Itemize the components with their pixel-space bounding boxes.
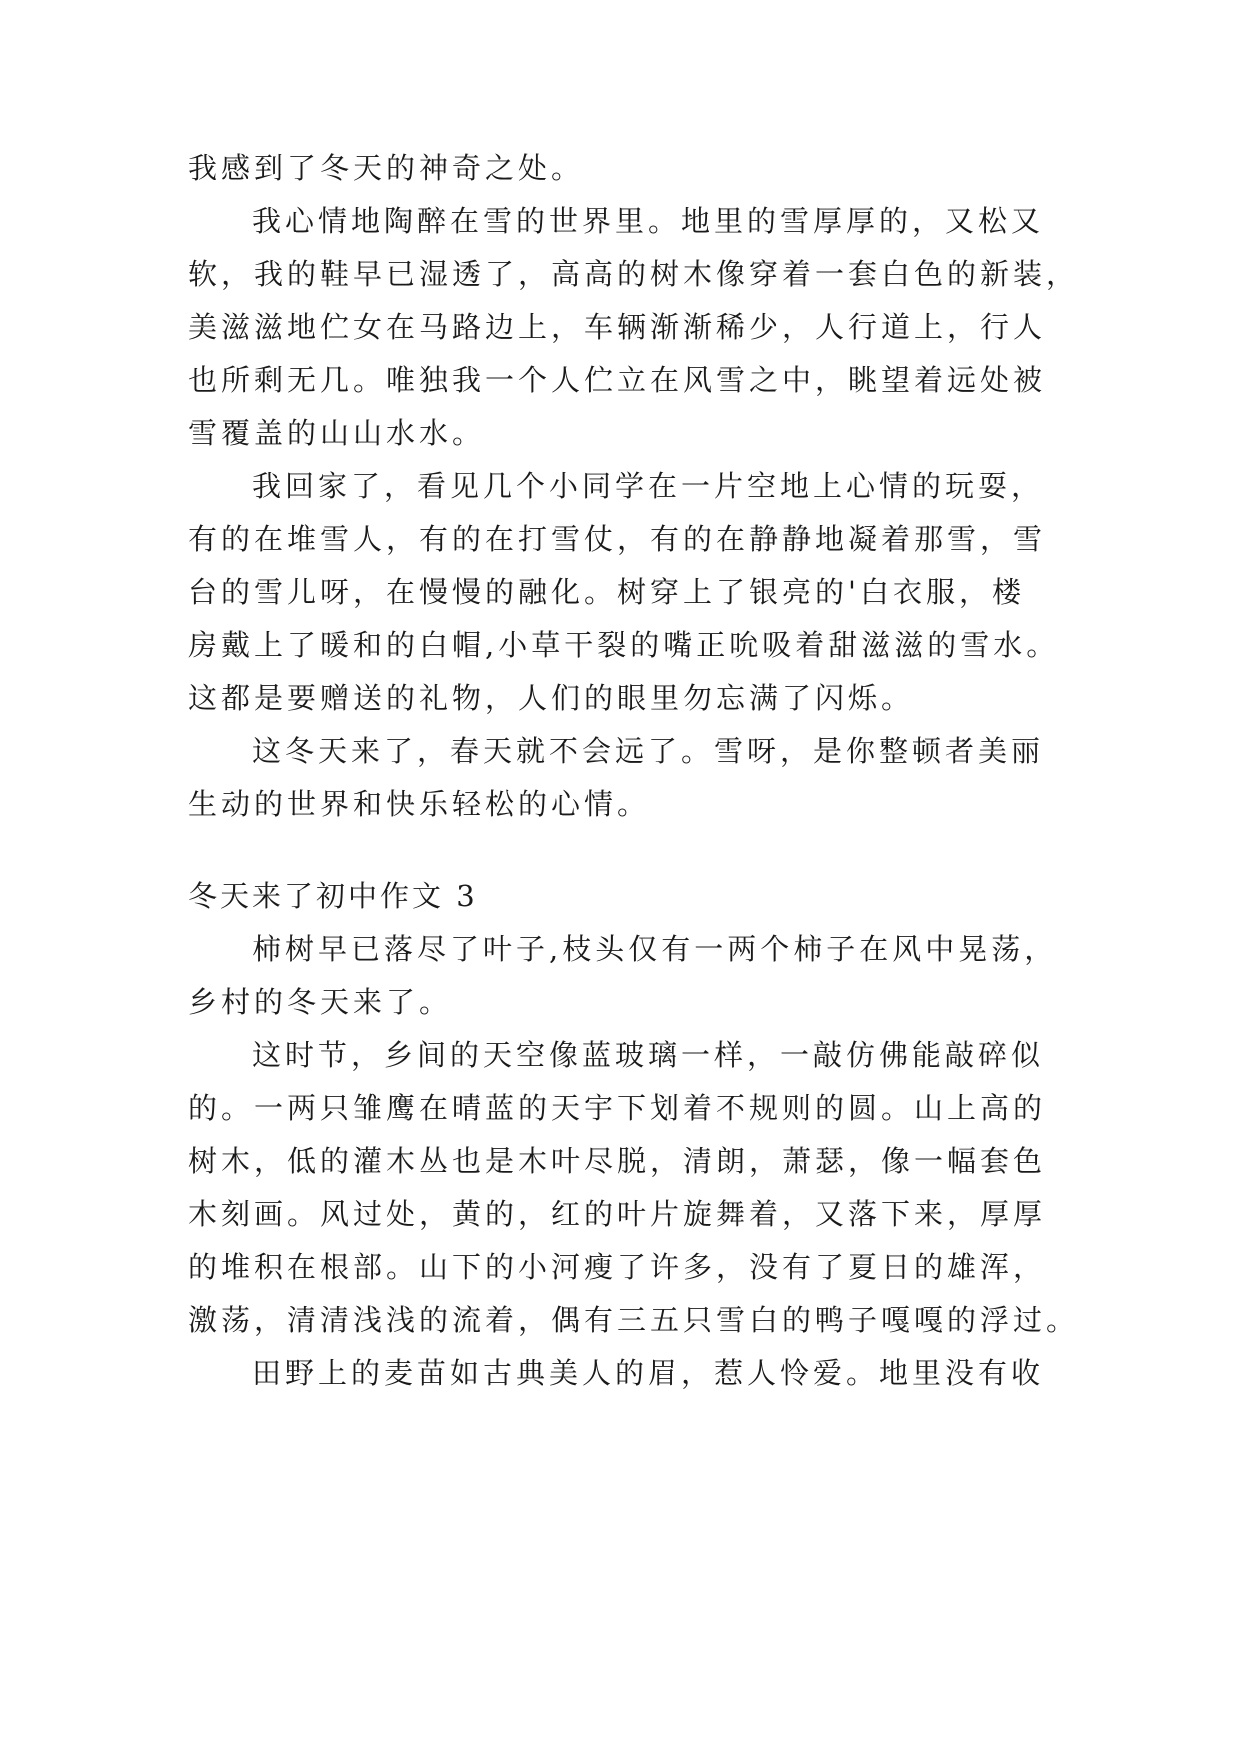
paragraph-line: 这都是要赠送的礼物，人们的眼里勿忘满了闪烁。 bbox=[188, 681, 915, 715]
paragraph-line: 的堆积在根部。山下的小河瘦了许多，没有了夏日的雄浑， bbox=[188, 1250, 1047, 1284]
paragraph-line: 乡村的冬天来了。 bbox=[188, 985, 453, 1019]
paragraph-line: 生动的世界和快乐轻松的心情。 bbox=[188, 787, 651, 821]
paragraph-line: 有的在堆雪人，有的在打雪仗，有的在静静地凝着那雪，雪 bbox=[188, 522, 1047, 556]
paragraph-line: 田野上的麦苗如古典美人的眉，惹人怜爱。地里没有收 bbox=[252, 1356, 1045, 1390]
paragraph-line: 我回家了，看见几个小同学在一片空地上心情的玩耍， bbox=[252, 469, 1045, 503]
section-heading: 冬天来了初中作文 3 bbox=[188, 879, 478, 913]
paragraph-line: 的。一两只雏鹰在晴蓝的天宇下划着不规则的圆。山上高的 bbox=[188, 1091, 1047, 1125]
paragraph-line: 柿树早已落尽了叶子,枝头仅有一两个柿子在风中晃荡， bbox=[252, 932, 1058, 966]
paragraph-line: 美滋滋地伫女在马路边上，车辆渐渐稀少，人行道上，行人 bbox=[188, 310, 1047, 344]
paragraph-line: 这时节，乡间的天空像蓝玻璃一样，一敲仿佛能敲碎似 bbox=[252, 1038, 1045, 1072]
paragraph-line: 激荡，清清浅浅的流着，偶有三五只雪白的鸭子嘎嘎的浮过。 bbox=[188, 1303, 1080, 1337]
paragraph-line: 我心情地陶醉在雪的世界里。地里的雪厚厚的，又松又 bbox=[252, 204, 1045, 238]
paragraph-line: 这冬天来了，春天就不会远了。雪呀，是你整顿者美丽 bbox=[252, 734, 1045, 768]
paragraph-line: 台的雪儿呀，在慢慢的融化。树穿上了银亮的'白衣服，楼 bbox=[188, 575, 1025, 609]
paragraph-line: 软，我的鞋早已湿透了，高高的树木像穿着一套白色的新装， bbox=[188, 257, 1080, 291]
paragraph-line: 雪覆盖的山山水水。 bbox=[188, 416, 486, 450]
paragraph-line: 也所剩无几。唯独我一个人伫立在风雪之中，眺望着远处被 bbox=[188, 363, 1047, 397]
paragraph-line: 我感到了冬天的神奇之处。 bbox=[188, 151, 585, 185]
paragraph-line: 房戴上了暖和的白帽,小草干裂的嘴正吮吸着甜滋滋的雪水。 bbox=[188, 628, 1060, 662]
paragraph-line: 树木，低的灌木丛也是木叶尽脱，清朗，萧瑟，像一幅套色 bbox=[188, 1144, 1047, 1178]
paragraph-line: 木刻画。风过处，黄的，红的叶片旋舞着，又落下来，厚厚 bbox=[188, 1197, 1047, 1231]
